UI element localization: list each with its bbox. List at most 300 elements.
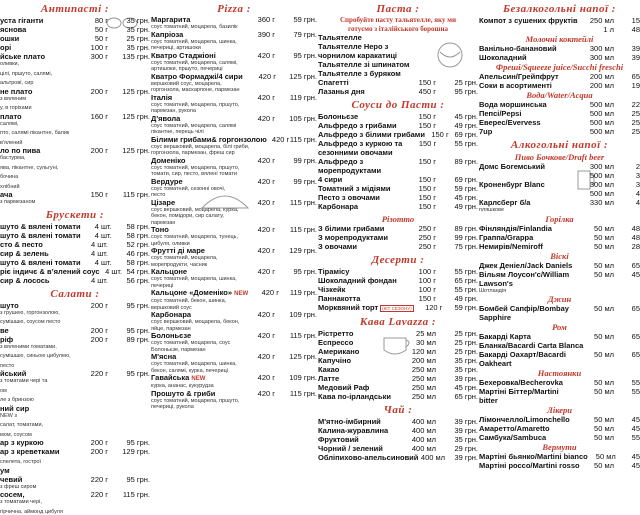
item-volume: 50 мл bbox=[584, 270, 614, 279]
item-price: 35 грн. bbox=[436, 365, 478, 374]
item-name-cell bbox=[479, 127, 584, 136]
item-volume: 50 мл bbox=[584, 415, 614, 424]
item-volume: 120 мл bbox=[402, 347, 436, 356]
menu-item bbox=[0, 249, 150, 258]
menu-item bbox=[0, 316, 150, 326]
item-price: 109 грн. bbox=[275, 311, 317, 319]
item-name: йський bbox=[0, 369, 26, 378]
coffee-cup-icon bbox=[380, 330, 414, 358]
item-name: Тальятелле зі шпинатом bbox=[318, 60, 409, 69]
item-price: 109 грн. bbox=[275, 374, 317, 382]
item-price: 19 bbox=[614, 81, 640, 90]
item-volume: 200 г bbox=[74, 87, 108, 96]
item-name-cell bbox=[479, 242, 584, 251]
item-name: Вердуре bbox=[151, 177, 183, 186]
menu-item bbox=[151, 16, 317, 31]
item-price: 99 грн. bbox=[275, 178, 317, 186]
menu-item bbox=[0, 466, 150, 475]
item-volume: 50 г bbox=[74, 34, 108, 43]
tea-list bbox=[318, 417, 478, 462]
item-price: 125 грн. bbox=[108, 146, 150, 155]
item-name-cell bbox=[0, 137, 74, 147]
item-volume: 4 шт. bbox=[81, 258, 112, 267]
item-name-cell bbox=[151, 374, 241, 390]
fresh-title: Фреші/Squeeze juice/Succhi freschi bbox=[479, 62, 640, 72]
menu-item bbox=[151, 31, 317, 52]
item-name-cell bbox=[318, 303, 414, 313]
item-name-cell bbox=[318, 453, 418, 462]
item-price: 25 грн. bbox=[436, 329, 478, 338]
item-price: 65 bbox=[614, 72, 640, 81]
item-name: Шоколадний фондан bbox=[318, 276, 397, 285]
menu-item bbox=[0, 34, 150, 43]
item-name: 4 сири bbox=[318, 175, 342, 184]
item-volume: 150 г bbox=[74, 190, 108, 199]
item-price: 55 bbox=[614, 433, 640, 442]
item-name-cell bbox=[0, 326, 74, 335]
item-name-cell bbox=[0, 190, 74, 206]
menu-item bbox=[0, 404, 150, 420]
menu-item bbox=[479, 270, 640, 279]
item-badge: (КІТ СЕЗОНУ) bbox=[380, 305, 413, 312]
item-volume: 250 мл bbox=[402, 392, 436, 401]
item-description: з вяленими томатами, bbox=[0, 344, 74, 351]
item-name: Болоньєзе bbox=[318, 112, 358, 121]
item-name: Какао bbox=[318, 365, 339, 374]
item-price: 35 грн. bbox=[436, 435, 478, 444]
menu-item bbox=[0, 335, 150, 351]
menu-item bbox=[0, 456, 150, 466]
item-price: 95 грн. bbox=[108, 326, 150, 335]
item-price: 55 грн. bbox=[436, 139, 478, 148]
item-volume: 300 мл bbox=[584, 44, 614, 53]
salads-list bbox=[0, 301, 150, 515]
menu-item bbox=[0, 127, 150, 137]
menu-item bbox=[318, 267, 478, 276]
item-name-cell bbox=[479, 332, 584, 341]
item-name: Капучіно bbox=[318, 356, 351, 365]
item-name: Апельсин/Грейпфрут bbox=[479, 72, 559, 81]
menu-item bbox=[479, 198, 640, 214]
menu-item bbox=[318, 69, 478, 78]
item-volume: 4 шт. bbox=[74, 276, 108, 285]
item-description: соус вершковий, моцарела, бекон, яйце, пармезан bbox=[151, 319, 241, 332]
item-price: 89 грн. bbox=[436, 157, 478, 166]
item-name-cell bbox=[151, 268, 241, 289]
menu-item bbox=[318, 383, 478, 392]
item-name-cell bbox=[318, 294, 402, 303]
pasta-sketch-icon bbox=[430, 40, 470, 70]
item-name: Бакарді Оахарт/Bacardi bbox=[479, 350, 566, 359]
item-name: З овочами bbox=[318, 242, 357, 251]
item-description: соус томатний, моцарела, шинка, бекон, салямі, курка, печериці bbox=[151, 361, 241, 374]
item-name: Прошуто & гриби bbox=[151, 389, 215, 398]
menu-item bbox=[318, 87, 478, 96]
item-name-cell bbox=[318, 130, 425, 139]
item-name: З морепродуктами bbox=[318, 233, 388, 242]
menu-item bbox=[318, 112, 478, 121]
item-name: Чізкейк bbox=[318, 285, 345, 294]
item-price: 95 грн. bbox=[108, 301, 150, 310]
item-description: соус томатний, моцарела, пршуто, пармезан, рукола bbox=[151, 102, 241, 115]
item-name: уста гіганти bbox=[0, 16, 43, 25]
item-price: 55 bbox=[614, 387, 640, 396]
item-description: соус вершковий, моцарела, курка, бекон, помідори, сир салату, пармезан bbox=[151, 207, 241, 227]
item-name: Спагетті bbox=[318, 78, 349, 87]
item-name-cell bbox=[0, 385, 74, 395]
item-name: М'ятно-імбирний bbox=[318, 417, 381, 426]
item-price: 25 грн. bbox=[436, 338, 478, 347]
item-name-cell bbox=[479, 100, 584, 109]
menu-item bbox=[479, 72, 640, 81]
item-name: Фруктовий bbox=[318, 435, 359, 444]
item-name: Лімончелло/Limonchello bbox=[479, 415, 570, 424]
menu-item bbox=[318, 157, 478, 166]
column-pasta bbox=[318, 0, 478, 480]
menu-item bbox=[479, 433, 640, 442]
item-volume: 420 г bbox=[241, 178, 275, 186]
item-name: Болоньєзе bbox=[151, 331, 191, 340]
item-description: з грушею, горгонзолою, bbox=[0, 310, 74, 317]
item-description: з вяленим bbox=[0, 96, 74, 103]
item-description: ле з бринзою bbox=[0, 397, 34, 403]
item-price: 125 грн. bbox=[276, 73, 317, 81]
item-name: Фрутті ді маре bbox=[151, 246, 205, 255]
item-name: Лазанья дня bbox=[318, 87, 365, 96]
item-price: 65 bbox=[614, 304, 640, 313]
menu-item bbox=[479, 118, 640, 127]
item-name-cell bbox=[318, 202, 402, 211]
item-description: хлібний bbox=[0, 184, 20, 190]
item-description: ом bbox=[0, 388, 7, 394]
item-volume: 50 мл bbox=[584, 233, 614, 242]
item-name-cell bbox=[479, 304, 584, 313]
item-name-cell bbox=[0, 316, 74, 326]
item-price: 28 bbox=[614, 242, 640, 251]
item-volume: 500 мл bbox=[584, 100, 614, 109]
risotto-title: Різотто bbox=[318, 214, 478, 224]
item-price: 95 грн. bbox=[108, 438, 150, 447]
menu-item bbox=[151, 73, 317, 94]
item-volume: 100 г bbox=[402, 267, 436, 276]
item-name: Тоно bbox=[151, 225, 169, 234]
item-name-cell bbox=[479, 261, 584, 270]
item-name-cell bbox=[318, 51, 402, 60]
menu-item bbox=[318, 453, 478, 462]
item-volume: 300 г bbox=[74, 52, 108, 61]
item-volume: 50 мл bbox=[584, 224, 614, 233]
item-description: курка, ананас, кукурудза bbox=[151, 383, 241, 390]
item-price: 25 bbox=[614, 127, 640, 136]
vodka-list bbox=[479, 224, 640, 251]
item-name: ум bbox=[0, 466, 10, 475]
item-volume: 200 мл bbox=[584, 72, 614, 81]
item-price: 4 bbox=[614, 189, 640, 198]
menu-item bbox=[0, 301, 150, 317]
item-volume: 220 г bbox=[74, 475, 108, 484]
item-name-cell bbox=[151, 52, 241, 73]
menu-item bbox=[0, 43, 150, 52]
item-volume: 200 г bbox=[74, 438, 108, 447]
item-price: 135 грн. bbox=[108, 52, 150, 61]
fresh-list bbox=[479, 72, 640, 90]
water-title: Вода/Water/Acqua bbox=[479, 90, 640, 100]
item-price: 65 bbox=[614, 261, 640, 270]
item-name-cell bbox=[479, 461, 584, 470]
item-price: 99 грн. bbox=[436, 233, 478, 242]
menu-item bbox=[151, 136, 317, 157]
item-name: сосем, bbox=[0, 490, 25, 499]
item-name-cell bbox=[318, 392, 402, 401]
menu-item bbox=[318, 435, 478, 444]
item-name-cell bbox=[318, 60, 409, 69]
menu-item bbox=[0, 429, 150, 439]
menu-item bbox=[0, 102, 150, 112]
menu-item bbox=[151, 390, 317, 411]
item-volume: 50 мл bbox=[588, 452, 616, 461]
item-name-cell bbox=[479, 224, 584, 233]
item-description: соус томатний, моцарела, шинка, печериці bbox=[151, 276, 241, 289]
item-name: Альфредо з білими грибами bbox=[318, 130, 425, 139]
item-volume: 400 мл bbox=[402, 417, 436, 426]
menu-item bbox=[479, 332, 640, 341]
item-price: 115 грн. bbox=[108, 190, 150, 199]
item-name-cell bbox=[318, 121, 402, 130]
menu-item bbox=[0, 240, 150, 249]
menu-item bbox=[318, 276, 478, 285]
item-name: Кватро Формаджі/4 сири bbox=[151, 72, 243, 81]
item-description: ява, пікантне, сульгуні, бочина bbox=[0, 165, 58, 181]
item-name-cell bbox=[0, 447, 74, 456]
item-volume: 500 мл bbox=[584, 189, 614, 198]
menu-item bbox=[479, 224, 640, 233]
item-price: 95 грн. bbox=[108, 475, 150, 484]
item-price: 48 bbox=[614, 25, 640, 34]
item-price: 129 грн. bbox=[108, 447, 150, 456]
gin-list bbox=[479, 304, 640, 322]
item-name-cell bbox=[0, 350, 74, 360]
item-price: 48 bbox=[614, 224, 640, 233]
item-name-cell bbox=[0, 87, 74, 103]
item-name: Капріоза bbox=[151, 30, 183, 39]
item-name-cell bbox=[479, 424, 584, 433]
item-name-cell bbox=[318, 285, 402, 294]
item-name: Бакарді Карта bbox=[479, 332, 531, 341]
item-name: шуто bbox=[0, 301, 19, 310]
item-description: соус томатний, моцарела, пршуто, печериці, рукола bbox=[151, 398, 241, 411]
item-name-cell bbox=[318, 112, 402, 121]
item-name: Бехеровка/Becherovka bbox=[479, 378, 563, 387]
item-volume: 250 мл bbox=[402, 383, 436, 392]
menu-item bbox=[318, 233, 478, 242]
item-name-cell bbox=[0, 475, 74, 491]
item-description: в'ялений bbox=[0, 140, 22, 146]
item-volume: 500 мл bbox=[584, 118, 614, 127]
item-name-cell bbox=[0, 43, 74, 52]
item-price: 69 грн. bbox=[449, 130, 478, 139]
menu-item bbox=[318, 193, 478, 202]
nonalc-list bbox=[479, 16, 640, 34]
item-name-cell bbox=[318, 193, 402, 202]
item-name: ве bbox=[0, 326, 9, 335]
item-name: Еспрессо bbox=[318, 338, 353, 347]
menu-item bbox=[151, 332, 317, 353]
item-price: 45 bbox=[614, 270, 640, 279]
whisky-title: Віскі bbox=[479, 251, 640, 261]
item-name: не плато bbox=[0, 87, 32, 96]
item-name: bitter bbox=[479, 396, 498, 405]
item-volume: 420 г bbox=[241, 268, 275, 276]
item-name-cell bbox=[318, 233, 402, 242]
item-price: 25 bbox=[614, 118, 640, 127]
item-volume: 1 л bbox=[584, 25, 614, 34]
menu-item bbox=[151, 353, 317, 374]
item-name: Бланка/Bacardi Carta Blanca bbox=[479, 341, 583, 350]
menu-item bbox=[479, 81, 640, 90]
menu-item bbox=[479, 127, 640, 136]
menu-item bbox=[0, 87, 150, 103]
item-name-cell bbox=[479, 44, 584, 53]
menu-item bbox=[479, 180, 640, 189]
item-volume: 30 мл bbox=[402, 338, 436, 347]
item-name-cell bbox=[0, 360, 74, 370]
item-price: 25 грн. bbox=[436, 78, 478, 87]
item-volume: 420 г bbox=[241, 247, 275, 255]
item-name-cell bbox=[318, 374, 402, 383]
item-description: мом, соусом bbox=[0, 432, 32, 438]
item-description: з фреш сиром bbox=[0, 484, 74, 491]
item-price: 58 грн. bbox=[112, 222, 150, 231]
item-price: 79 грн. bbox=[275, 31, 317, 39]
item-price: 35 грн. bbox=[108, 43, 150, 52]
rum-title: Ром bbox=[479, 322, 640, 332]
item-name-cell bbox=[0, 68, 74, 78]
item-price: 99 грн. bbox=[275, 157, 317, 165]
menu-item bbox=[0, 77, 150, 87]
item-volume: 330 мл bbox=[584, 198, 614, 207]
menu-item bbox=[151, 115, 317, 136]
item-name-cell bbox=[0, 419, 74, 429]
item-name-cell bbox=[318, 175, 402, 184]
item-name: Компот з сушених фруктів bbox=[479, 16, 578, 25]
item-description: NEW з bbox=[0, 413, 74, 420]
item-description: бастурма, bbox=[0, 155, 74, 162]
item-name-cell bbox=[479, 350, 584, 359]
item-name: ріф bbox=[0, 335, 13, 344]
item-price: 125 грн. bbox=[275, 353, 317, 361]
item-volume: 150 г bbox=[402, 184, 436, 193]
antipasti-title: Антипасті : bbox=[0, 3, 150, 16]
item-name-cell bbox=[151, 31, 241, 52]
menu-item bbox=[318, 285, 478, 294]
item-name-cell bbox=[0, 267, 100, 276]
menu-item bbox=[479, 189, 640, 198]
item-name-cell bbox=[479, 270, 584, 279]
item-price: 52 грн. bbox=[108, 240, 150, 249]
item-price: 39 грн. bbox=[436, 426, 478, 435]
item-name-cell bbox=[318, 148, 402, 157]
item-name-cell bbox=[318, 276, 402, 285]
item-name-cell bbox=[318, 42, 402, 51]
item-name: шуто & вялені томати bbox=[0, 231, 81, 240]
menu-item bbox=[479, 313, 640, 322]
item-volume: 250 г bbox=[402, 242, 436, 251]
item-name-cell bbox=[151, 226, 241, 247]
item-price: 129 грн. bbox=[275, 247, 317, 255]
menu-item bbox=[151, 94, 317, 115]
item-description: соус вершковий, моцарела, білі гриби, горгонзола, пармезан, фреш сир bbox=[151, 144, 267, 157]
item-volume: 220 г bbox=[74, 490, 108, 499]
item-name-cell bbox=[479, 396, 584, 405]
item-price: 35 грн. bbox=[436, 356, 478, 365]
menu-item bbox=[318, 392, 478, 401]
item-volume: 420 г bbox=[241, 199, 275, 207]
item-volume: 250 мл bbox=[402, 374, 436, 383]
menu-item bbox=[318, 374, 478, 383]
item-name-cell bbox=[0, 16, 74, 25]
menu-item bbox=[479, 171, 640, 180]
item-name-cell bbox=[151, 247, 241, 268]
item-volume: 200 мл bbox=[584, 81, 614, 90]
item-name-cell bbox=[318, 33, 402, 42]
item-price: 39 bbox=[614, 44, 640, 53]
item-volume: 50 мл bbox=[584, 424, 614, 433]
item-name-cell bbox=[479, 118, 584, 127]
item-volume: 200 мл bbox=[402, 356, 436, 365]
item-volume: 400 мл bbox=[402, 435, 436, 444]
item-name-cell bbox=[0, 102, 74, 112]
item-volume: 200 г bbox=[74, 447, 108, 456]
item-name-cell bbox=[0, 456, 74, 466]
item-price: 46 грн. bbox=[108, 249, 150, 258]
item-volume: 250 г bbox=[402, 224, 436, 233]
item-volume: 150 г bbox=[402, 193, 436, 202]
menu-item bbox=[479, 162, 640, 171]
menu-item bbox=[0, 447, 150, 456]
item-volume: 4 шт. bbox=[81, 222, 112, 231]
item-name-cell bbox=[318, 435, 402, 444]
item-name-cell bbox=[479, 16, 584, 25]
item-volume: 50 мл bbox=[584, 261, 614, 270]
item-name: Еверес/Evervess bbox=[479, 118, 541, 127]
item-price: 2 bbox=[614, 162, 640, 171]
water-list bbox=[479, 100, 640, 136]
item-name: Кальцоне bbox=[151, 267, 187, 276]
item-name: Пепсі/Pepsi bbox=[479, 109, 521, 118]
item-description: песто bbox=[0, 363, 14, 369]
item-name-cell bbox=[0, 34, 74, 43]
item-price: 49 грн. bbox=[436, 294, 478, 303]
item-name: Sapphire bbox=[479, 313, 511, 322]
item-name-cell bbox=[0, 438, 74, 447]
item-name-cell bbox=[318, 426, 402, 435]
item-volume: 300 мл bbox=[584, 162, 614, 171]
item-volume: 4 шт. bbox=[74, 249, 108, 258]
item-name: ача bbox=[0, 190, 13, 199]
item-description: соус томатний, моцарела, пршуто, томати, сир, песто, вялені томати bbox=[151, 165, 241, 178]
item-name: Обліпихово-апельсиновий bbox=[318, 453, 418, 462]
menu-item bbox=[0, 162, 150, 181]
item-price: 54 грн. bbox=[122, 267, 150, 276]
item-price: 39 грн. bbox=[436, 417, 478, 426]
item-name: Альфредо з грибами bbox=[318, 121, 397, 130]
item-name: Граппа/Grappa bbox=[479, 233, 533, 242]
menu-item bbox=[479, 359, 640, 368]
item-price: 56 грн. bbox=[108, 276, 150, 285]
menu-item bbox=[0, 326, 150, 335]
coffee-title: Кава Lavazza : bbox=[318, 316, 478, 329]
item-name: ло по пива bbox=[0, 146, 40, 155]
